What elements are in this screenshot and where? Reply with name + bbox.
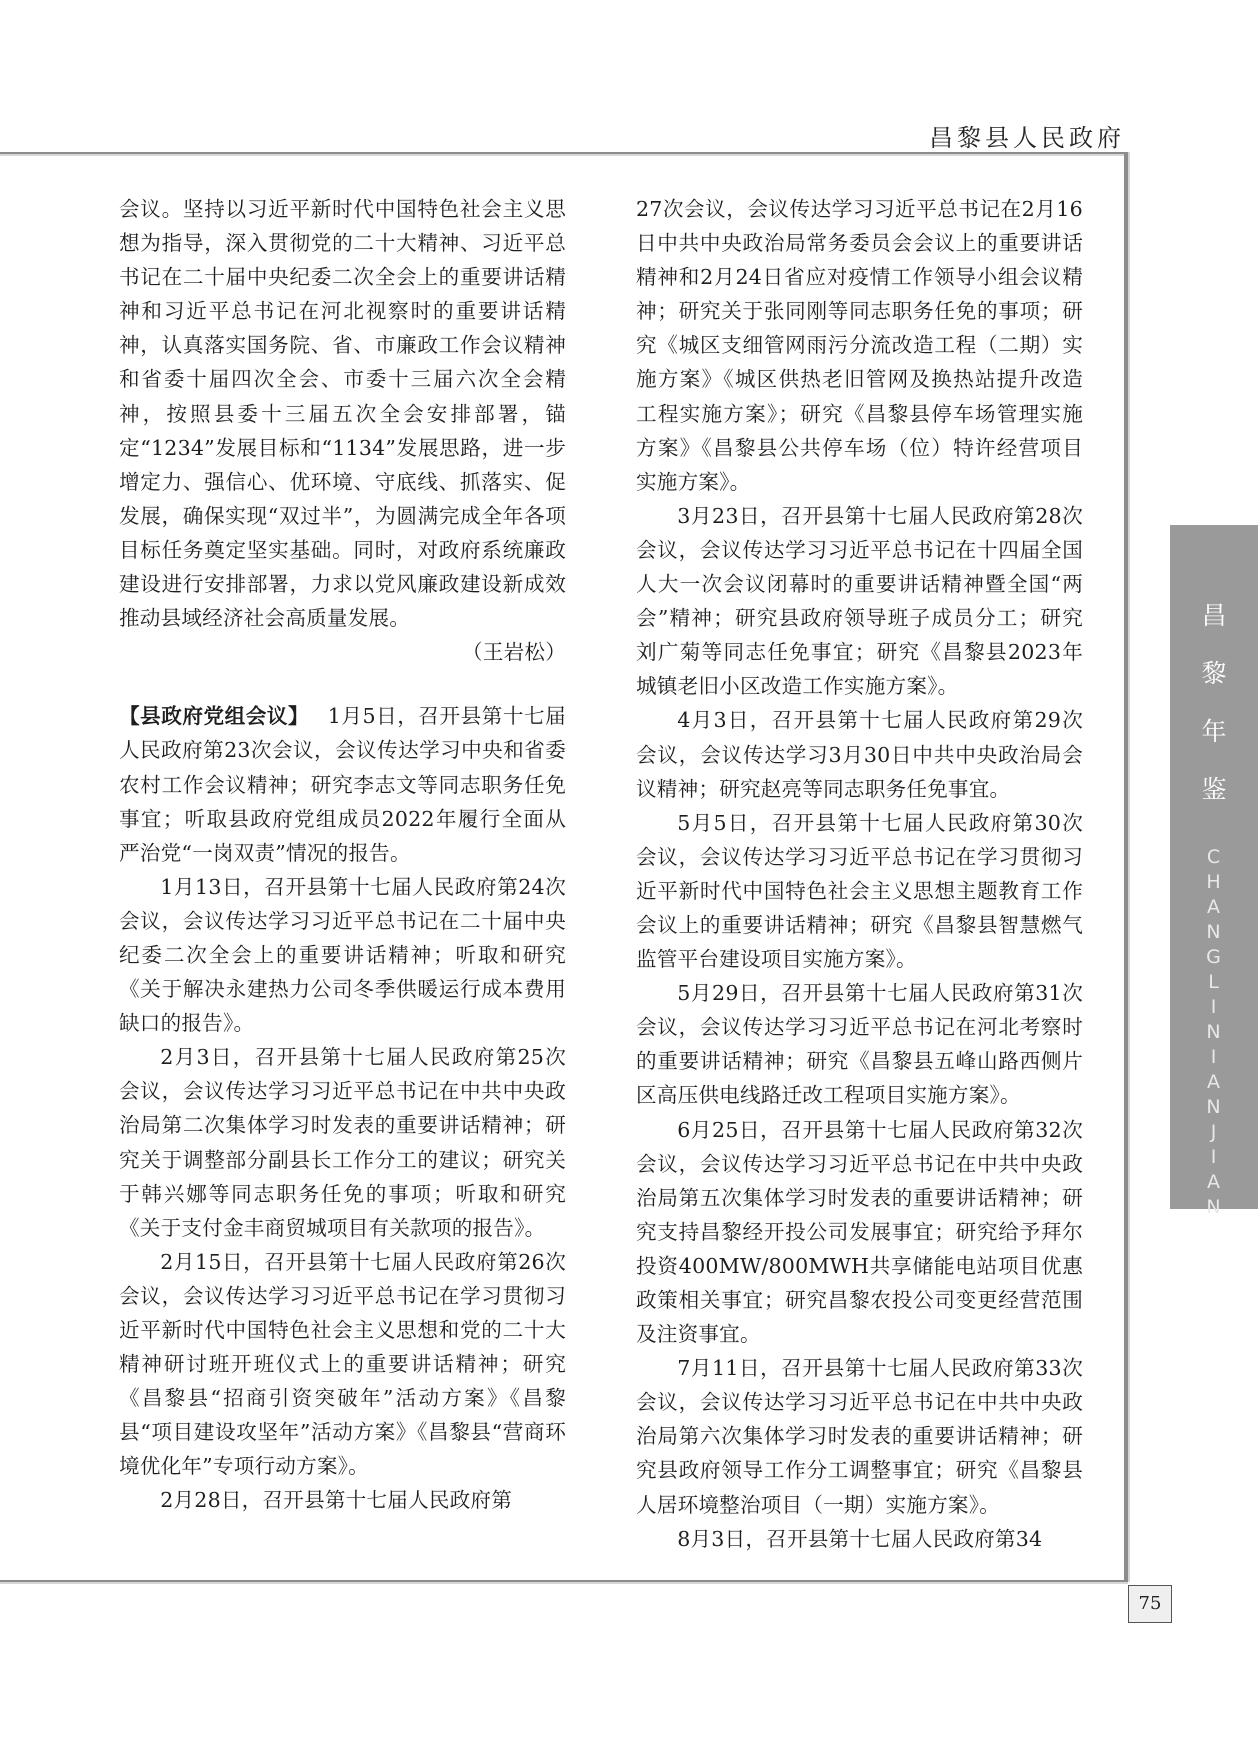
side-tab-letter: L [1208, 971, 1220, 993]
author-credit: （王岩松） [462, 640, 566, 665]
side-tab-char: 黎 [1201, 659, 1227, 688]
paragraph: 2月3日，召开县第十七届人民政府第25次会议，会议传达学习习近平总书记在中共中央政治局第二次集体学习时发表的重要讲话精神；研究关于调整部分副县长工作分工的建议；研究关于韩兴娜等同志职务任免的事项；听取和研究《关于支付金丰商贸城项目有关款项的报告》。 [119, 1045, 566, 1240]
side-tab-yearbook [1170, 525, 1258, 1218]
side-tab-letter: N [1206, 921, 1222, 943]
side-tab-letter: G [1206, 946, 1222, 968]
paragraph: 3月23日，召开县第十七届人民政府第28次会议，会议传达学习习近平总书记在十四届全国人大一次会议闭幕时的重要讲话精神暨全国“两会”精神；研究县政府领导班子成员分工；研究刘广菊等同志任免事宜；研究《昌黎县2023年城镇老旧小区改造工作实施方案》。 [636, 503, 1083, 699]
side-tab-letter: A [1207, 896, 1221, 918]
side-tab-letter: C [1206, 846, 1222, 868]
page-number: 75 [1128, 1585, 1172, 1623]
side-tab-letter: H [1206, 871, 1222, 893]
continuation-paragraph: 27次会议，会议传达学习习近平总书记在2月16日中共中央政治局常务委员会会议上的重要讲话精神和2月24日省应对疫情工作领导小组会议精神；研究关于张同刚等同志职务任免的事项；研究《城区支细管网雨污分流改造工程（二期）实施方案》《城区供热老旧管网及换热站提升改造工程实施方案》；研究《昌黎县停车场管理实施方案》《昌黎县公共停车场（位）特许经营项目实施方案》。 [636, 197, 1083, 494]
side-tab-letter: I [1210, 996, 1218, 1018]
frame-bottom-rule [0, 1580, 1128, 1582]
paragraph: 2月28日，召开县第十七届人民政府第 [160, 1488, 512, 1513]
side-tab-letter: J [1210, 1121, 1218, 1143]
side-tab-letter: A [1207, 1171, 1221, 1193]
paragraph: 1月13日，召开县第十七届人民政府第24次会议，会议传达学习习近平总书记在二十届中央纪委二次全会上的重要讲话精神；听取和研究《关于解决永建热力公司冬季供暖运行成本费用缺口的报告》。 [119, 874, 566, 1036]
side-tab-char: 昌 [1201, 601, 1227, 630]
frame-top-rule [0, 152, 1128, 154]
right-column [636, 192, 1083, 1556]
side-tab-letter: N [1206, 1021, 1222, 1043]
left-column [119, 192, 566, 1518]
paragraph: 5月5日，召开县第十七届人民政府第30次会议，会议传达学习习近平总书记在学习贯彻习近平新时代中国特色社会主义思想主题教育工作会议上的重要讲话精神；研究《昌黎县智慧燃气监管平台建设项目实施方案》。 [636, 810, 1083, 972]
section-heading: 【县政府党组会议】 [119, 704, 310, 729]
side-tab-letter: I [1210, 1146, 1218, 1168]
side-tab-char: 年 [1201, 717, 1227, 746]
paragraph: 4月3日，召开县第十七届人民政府第29次会议，会议传达学习3月30日中共中央政治局会议精神；研究赵亮等同志职务任免事宜。 [636, 708, 1083, 801]
paragraph: 6月25日，召开县第十七届人民政府第32次会议，会议传达学习习近平总书记在中共中央政治局第五次集体学习时发表的重要讲话精神；研究支持昌黎经开投公司发展事宜；研究给予拜尔投资400MW/800MWH共享储能电站项目优惠政策相关事宜；研究昌黎农投公司变更经营范围及注资事宜。 [636, 1117, 1083, 1347]
paragraph: 7月11日，召开县第十七届人民政府第33次会议，会议传达学习习近平总书记在中共中央政治局第六次集体学习时发表的重要讲话精神；研究县政府领导工作分工调整事宜；研究《昌黎县人居环境整治项目（一期）实施方案》。 [636, 1356, 1083, 1517]
section-first-paragraph [119, 699, 566, 869]
side-tab-english [1170, 845, 1258, 1220]
side-tab-letter: I [1210, 1046, 1218, 1068]
side-tab-letter: A [1207, 1071, 1221, 1093]
side-tab-letter: N [1206, 1096, 1222, 1118]
paragraph: 5月29日，召开县第十七届人民政府第31次会议，会议传达学习习近平总书记在河北考察时的重要讲话精神；研究《昌黎县五峰山路西侧片区高压供电线路迁改工程项目实施方案》。 [636, 981, 1083, 1108]
intro-paragraph: 会议。坚持以习近平新时代中国特色社会主义思想为指导，深入贯彻党的二十大精神、习近平总书记在二十届中央纪委二次全会上的重要讲话精神和习近平总书记在河北视察时的重要讲话精神，认真落实国务院、省、市廉政工作会议精神和省委十届四次全会、市委十三届六次全会精神，按照县委十三届五次全会安排部署，锚定“1234”发展目标和“1134”发展思路，进一步增定力、强信心、优环境、守底线、抓落实、促发展，确保实现“双过半”，为圆满完成全年各项目标任务奠定坚实基础。同时，对政府系统廉政建设进行安排部署，力求以党风廉政建设新成效推动县域经济社会高质量发展。 [119, 197, 566, 631]
paragraph: 8月3日，召开县第十七届人民政府第34 [677, 1526, 1043, 1551]
frame-right-rule [1124, 152, 1128, 1582]
section-first-text: 1月5日，召开县第十七届人民政府第23次会议，会议传达学习中央和省委农村工作会议精神；研究李志文等同志职务任免事宜；听取县政府党组成员2022年履行全面从严治党“一岗双责”情况的报告。 [119, 704, 566, 865]
side-tab-chinese [1170, 587, 1258, 819]
page-header-title: 昌黎县人民政府 [929, 124, 1125, 152]
side-tab-letter: N [1206, 1196, 1222, 1218]
side-tab-char: 鉴 [1201, 775, 1227, 804]
paragraph: 2月15日，召开县第十七届人民政府第26次会议，会议传达学习习近平总书记在学习贯彻习近平新时代中国特色社会主义思想和党的二十大精神研讨班开班仪式上的重要讲话精神；研究《昌黎县“招商引资突破年”活动方案》《昌黎县“项目建设攻坚年”活动方案》《昌黎县“营商环境优化年”专项行动方案》。 [119, 1249, 566, 1479]
